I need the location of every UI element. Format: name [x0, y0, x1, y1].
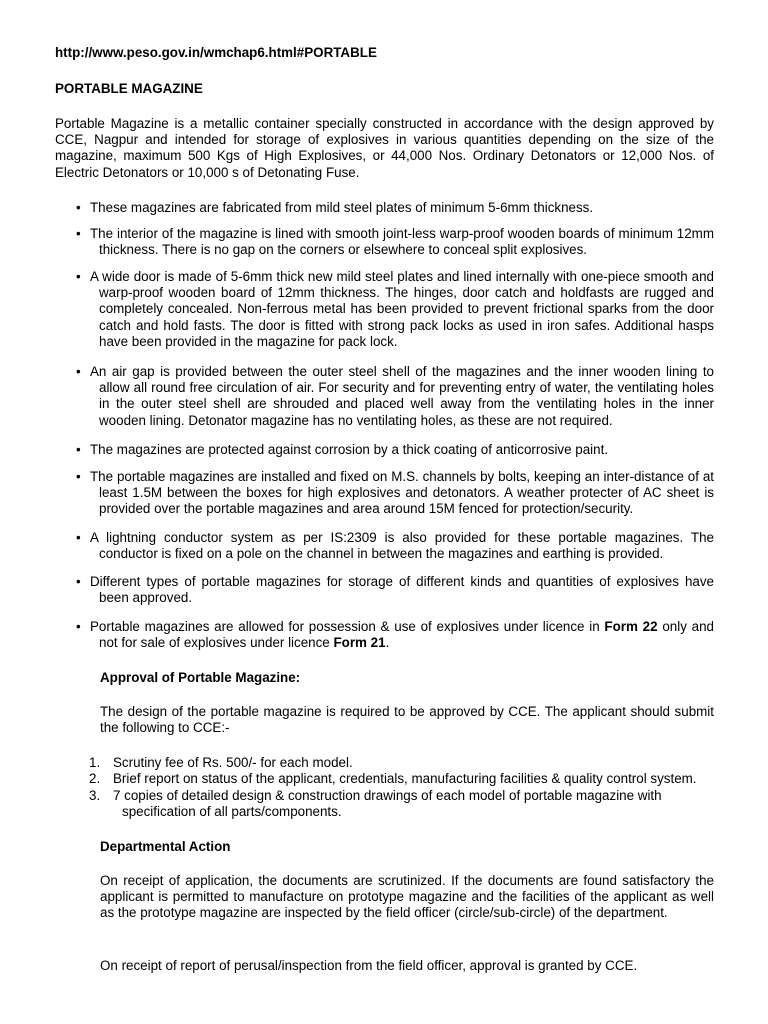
form-21-label: Form 21 — [333, 635, 386, 651]
list-item — [76, 530, 714, 562]
bullet-icon: • — [76, 619, 81, 634]
numbered-item-text: 7 copies of detailed design & construction drawings of each model of portable magazine with specification of all parts/components. — [113, 788, 662, 820]
item-number: 3. — [89, 788, 101, 803]
list-item-text: The magazines are protected against corrosion by a thick coating of anticorrosive paint. — [90, 442, 609, 457]
page-title: PORTABLE MAGAZINE — [55, 81, 203, 96]
list-item-licence — [76, 619, 714, 651]
bullet-icon: • — [76, 200, 81, 215]
list-item-text: These magazines are fabricated from mild steel plates of minimum 5-6mm thickness. — [90, 200, 594, 215]
list-item-text: The portable magazines are installed and fixed on M.S. channels by bolts, keeping an inter-distance of at least 1.5M between the boxes for high explosives and detonators. A weather protecter of AC sheet is provided over the portable magazines and area around 15M fenced for protection/security. — [90, 469, 714, 517]
list-item — [76, 226, 714, 258]
source-url: http://www.peso.gov.in/wmchap6.html#PORTABLE — [55, 45, 377, 60]
list-item-text: Different types of portable magazines for storage of different kinds and quantities of explosives have been approved. — [90, 574, 714, 606]
approval-granted-paragraph: On receipt of report of perusal/inspection from the field officer, approval is granted by CCE. — [100, 958, 638, 973]
numbered-item-text: Scrutiny fee of Rs. 500/- for each model. — [113, 755, 353, 770]
list-item-text: Portable magazines are allowed for possession & use of explosives under licence in Form 22 only and not for sale of explosives under licence Form 21. — [90, 619, 714, 651]
list-item-text: A lightning conductor system as per IS:2309 is also provided for these portable magazines. The conductor is fixed on a pole on the channel in between the magazines and earthing is provided. — [90, 530, 714, 562]
item-number: 1. — [89, 755, 101, 770]
list-item-text: A wide door is made of 5-6mm thick new mild steel plates and lined internally with one-piece smooth and warp-proof wooden board of 12mm thickness. The hinges, door catch and holdfasts are rugged and completely concealed. Non-ferrous metal has been provided to prevent frictional sparks from the door catch and hold fasts. The door is fitted with strong pack locks as used in iron safes. Additional hasps have been provided in the magazine for pack lock. — [90, 269, 714, 349]
departmental-paragraph: On receipt of application, the documents are scrutinized. If the documents are found satisfactory the applicant is permitted to manufacture on prototype magazine and the facilities of the applicant as well as the prototype magazine are inspected by the field officer (circle/sub-circle) of the department. — [100, 873, 714, 921]
list-item — [76, 364, 714, 429]
approval-intro: The design of the portable magazine is required to be approved by CCE. The applicant should submit the following to CCE:- — [100, 704, 714, 736]
list-item — [76, 200, 714, 216]
list-item — [76, 574, 714, 606]
bullet-icon: • — [76, 442, 81, 457]
approval-heading: Approval of Portable Magazine: — [100, 670, 301, 685]
list-item — [76, 269, 714, 350]
bullet-icon: • — [76, 269, 81, 284]
list-item-text: An air gap is provided between the outer steel shell of the magazines and the inner wooden lining to allow all round free circulation of air. For security and for preventing entry of water, the ventilating holes in the outer steel shell are shrouded and placed well away from the ventilating holes in the inner wooden lining. Detonator magazine has no ventilating holes, as these are not required. — [90, 364, 714, 428]
bullet-icon: • — [76, 530, 81, 545]
list-item — [76, 469, 714, 518]
numbered-item — [89, 788, 714, 820]
list-item — [76, 442, 714, 458]
bullet-icon: • — [76, 364, 81, 379]
intro-paragraph: Portable Magazine is a metallic container specially constructed in accordance with the design approved by CCE, Nagpur and intended for storage of explosives in various quantities depending on the size of the magazine, maximum 500 Kgs of High Explosives, or 44,000 Nos. Ordinary Detonators or 12,000 Nos. of Electric Detonators or 10,000 s of Detonating Fuse. — [55, 116, 714, 180]
departmental-heading: Departmental Action — [100, 839, 231, 854]
form-22-label: Form 22 — [604, 619, 658, 634]
list-item-text: The interior of the magazine is lined with smooth joint-less warp-proof wooden boards of minimum 12mm thickness. There is no gap on the corners or elsewhere to conceal split explosives. — [90, 226, 714, 258]
item-number: 2. — [89, 771, 101, 786]
bullet-icon: • — [76, 469, 81, 484]
numbered-item-text: Brief report on status of the applicant, credentials, manufacturing facilities & quality control system. — [113, 771, 697, 786]
bullet-icon: • — [76, 226, 81, 241]
numbered-item — [89, 755, 714, 771]
numbered-item — [89, 771, 714, 787]
bullet-icon: • — [76, 574, 81, 589]
